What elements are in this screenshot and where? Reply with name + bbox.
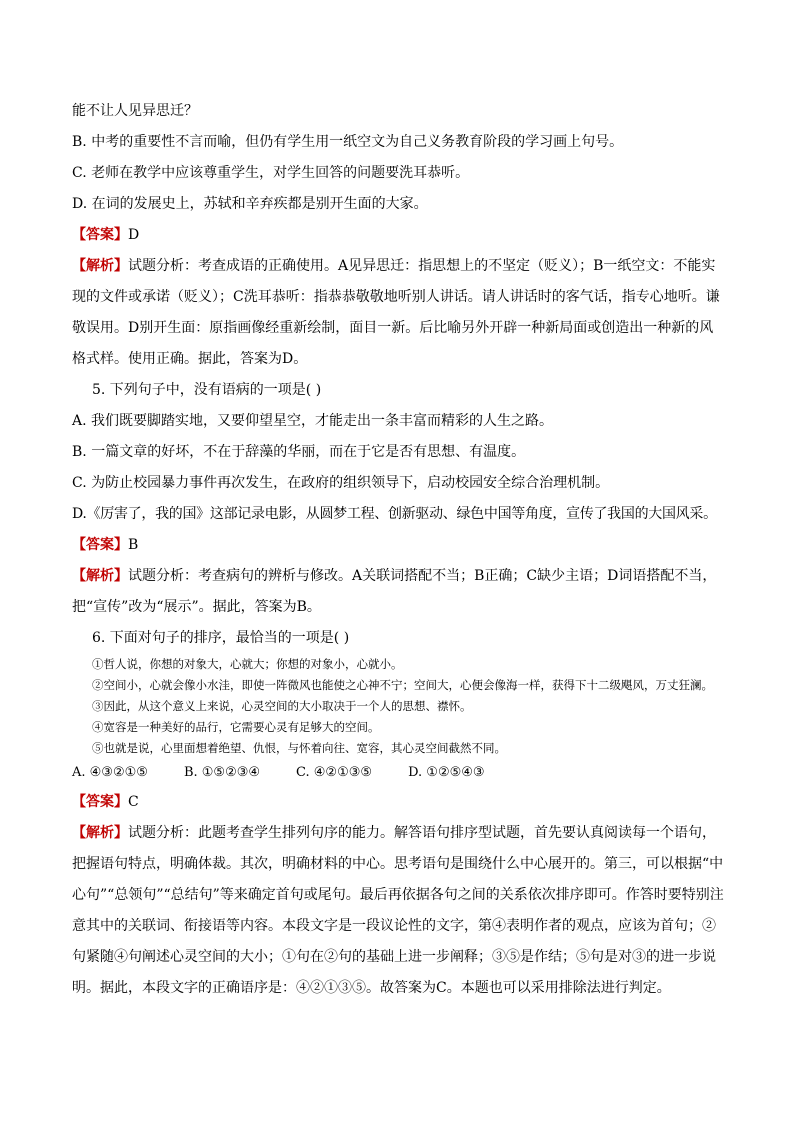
q4-answer <box>72 220 724 251</box>
q6-choice-b: B. ①⑤②③④ <box>183 765 261 780</box>
analysis-tag: 【解析】 <box>72 258 128 274</box>
q5-stem: 5. 下列句子中，没有语病的一项是( ) <box>92 382 322 398</box>
q6-sentence-5: ⑤也就是说，心里面想着绝望、仇恨，与怀着向往、宽容，其心灵空间截然不同。 <box>92 741 506 755</box>
q6-choice-d: D. ①②⑤④③ <box>408 765 485 780</box>
document-page <box>72 96 724 1004</box>
answer-tag: 【答案】 <box>72 537 128 553</box>
q6-sentence-4: ④宽容是一种美好的品行，它需要心灵有足够大的空间。 <box>92 720 380 734</box>
q4-option-b: B. 中考的重要性不言而喻，但仍有学生用一纸空文为自己义务教育阶段的学习画上句号。 <box>72 134 624 150</box>
analysis-text: 试题分析：考查病句的辨析与修改。A关联词搭配不当；B正确；C缺少主语；D词语搭配不当，把“宣传”改为“展示”。据此，答案为B。 <box>72 568 717 615</box>
answer-tag: 【答案】 <box>72 794 128 810</box>
q5-option-a: A. 我们既要脚踏实地，又要仰望星空，才能走出一条丰富而精彩的人生之路。 <box>72 413 554 429</box>
q6-sentence-3: ③因此，从这个意义上来说，心灵空间的大小取决于一个人的思想、襟怀。 <box>92 699 472 713</box>
answer-value: D <box>128 227 140 243</box>
q4-analysis <box>72 251 724 375</box>
q6-analysis <box>72 818 724 1004</box>
q6-stem: 6. 下面对句子的排序，最恰当的一项是( ) <box>92 630 350 646</box>
q5-option-d: D.《厉害了，我的国》这部记录电影，从圆梦工程、创新驱动、绿色中国等角度，宣传了我国的大国风采。 <box>72 506 717 522</box>
q5-answer <box>72 530 724 561</box>
analysis-tag: 【解析】 <box>72 825 128 841</box>
q6-answer <box>72 787 724 818</box>
q5-option-b: B. 一篇文章的好坏，不在于辞藻的华丽，而在于它是否有思想、有温度。 <box>72 444 526 460</box>
q6-choice-a: A. ④③②①⑤ <box>72 765 148 780</box>
q4-option-d: D. 在词的发展史上，苏轼和辛弃疾都是别开生面的大家。 <box>72 196 428 212</box>
answer-value: C <box>128 794 139 810</box>
q5-option-c: C. 为防止校园暴力事件再次发生，在政府的组织领导下，启动校园安全综合治理机制。 <box>72 475 610 491</box>
q5-analysis <box>72 561 724 623</box>
analysis-tag: 【解析】 <box>72 568 128 584</box>
q4-option-a-continuation: 能不让人见异思迁？ <box>72 103 198 119</box>
q6-sentence-2: ②空间小，心就会像小水洼，即使一阵微风也能使之心神不宁；空间大，心便会像海一样，获得下十二级飓风，万丈狂澜。 <box>92 678 713 692</box>
answer-tag: 【答案】 <box>72 227 128 243</box>
q4-option-c: C. 老师在教学中应该尊重学生，对学生回答的问题要洗耳恭听。 <box>72 165 470 181</box>
analysis-text: 试题分析：此题考查学生排列句序的能力。解答语句排序型试题，首先要认真阅读每一个语句，把握语句特点，明确体裁。其次，明确材料的中心。思考语句是围绕什么中心展开的。第三，可以根据“中心句”“总领句”“总结句”等来确定首句或尾句。最后再依据各句之间的关系依次排序即可。作答时要特别注意其中的关联词、衔接语等内容。本段文字是一段议论性的文字，第④表明作者的观点，应该为首句；②句紧随④句阐述心灵空间的大小；①句在②句的基础上进一步阐释；③⑤是作结；⑤句是对③的进一步说明。据此，本段文字的正确语序是：④②①③⑤。故答案为C。本题也可以采用排除法进行判定。 <box>72 825 724 996</box>
q6-choices <box>72 759 724 787</box>
analysis-text: 试题分析：考查成语的正确使用。A见异思迁：指思想上的不坚定（贬义）；B一纸空文：不能实现的文件或承诺（贬义）；C洗耳恭听：指恭恭敬敬地听别人讲话。请人讲话时的客气话，指专心地听。谦敬误用。D别开生面：原指画像经重新绘制，面目一新。后比喻另外开辟一种新局面或创造出一种新的风格式样。使用正确。据此，答案为D。 <box>72 258 720 367</box>
answer-value: B <box>128 537 139 553</box>
q6-choice-c: C. ④②①③⑤ <box>296 765 373 780</box>
q6-sentence-1: ①哲人说，你想的对象大，心就大；你想的对象小，心就小。 <box>92 657 403 671</box>
